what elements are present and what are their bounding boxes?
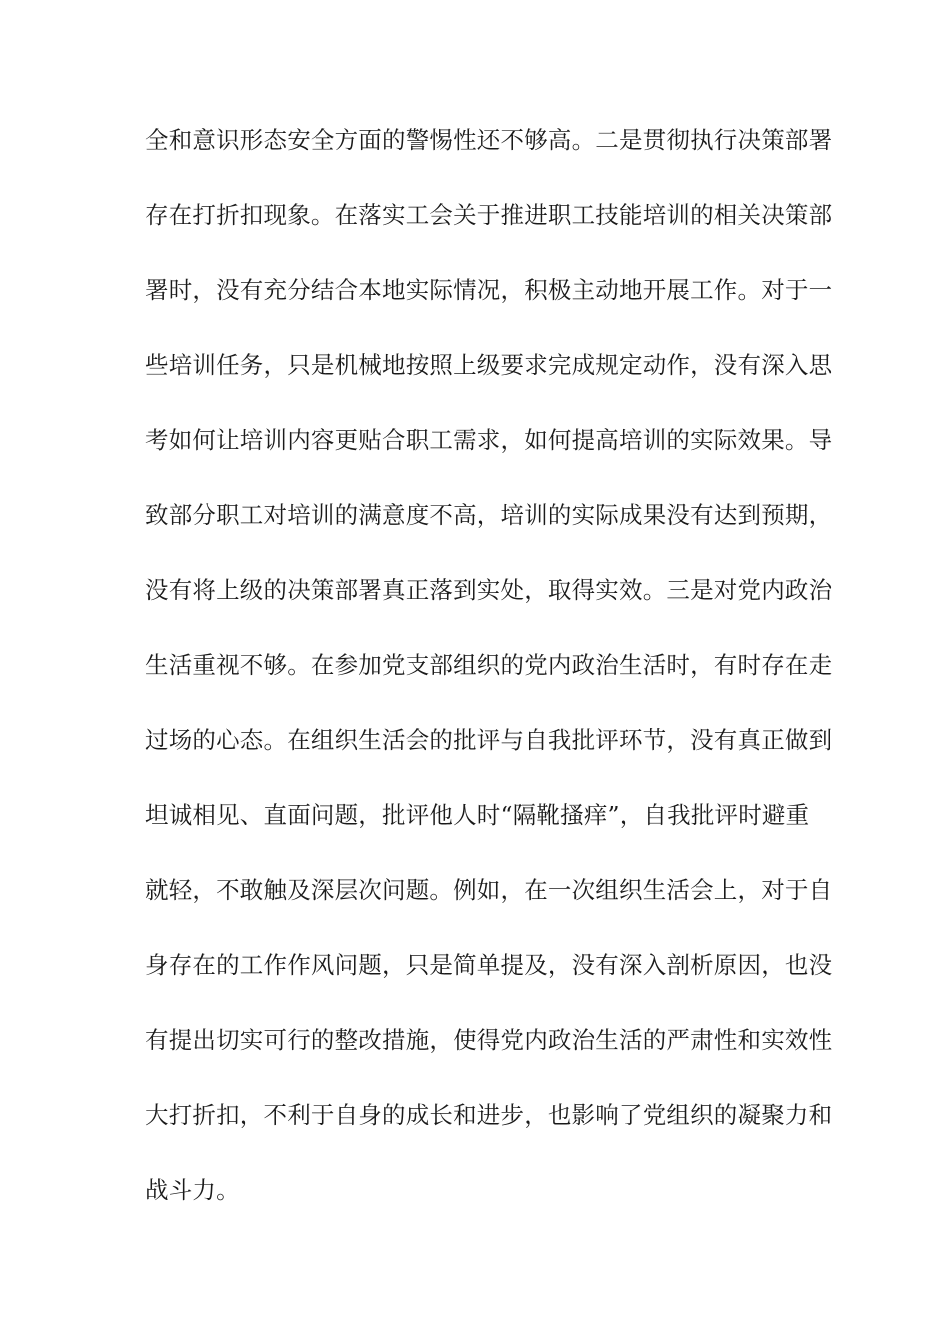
text-line-3: 署时，没有充分结合本地实际情况，积极主动地开展工作。对于一 bbox=[145, 276, 833, 304]
text-line-1: 全和意识形态安全方面的警惕性还不够高。二是贯彻执行决策部署 bbox=[145, 126, 833, 154]
body-paragraph bbox=[145, 116, 833, 1241]
text-line-7: 没有将上级的决策部署真正落到实处，取得实效。三是对党内政治 bbox=[145, 576, 833, 604]
text-line-10: 坦诚相见、直面问题，批评他人时“隔靴搔痒”，自我批评时避重 bbox=[145, 801, 810, 829]
text-line-13: 有提出切实可行的整改措施，使得党内政治生活的严肃性和实效性 bbox=[145, 1026, 833, 1054]
text-line-9: 过场的心态。在组织生活会的批评与自我批评环节，没有真正做到 bbox=[145, 726, 833, 754]
text-line-12: 身存在的工作作风问题，只是简单提及，没有深入剖析原因，也没 bbox=[145, 951, 833, 979]
text-line-11: 就轻，不敢触及深层次问题。例如，在一次组织生活会上，对于自 bbox=[145, 876, 833, 904]
text-line-2: 存在打折扣现象。在落实工会关于推进职工技能培训的相关决策部 bbox=[145, 201, 833, 229]
text-line-6: 致部分职工对培训的满意度不高，培训的实际成果没有达到预期， bbox=[145, 501, 833, 529]
text-line-8: 生活重视不够。在参加党支部组织的党内政治生活时，有时存在走 bbox=[145, 651, 833, 679]
text-line-4: 些培训任务，只是机械地按照上级要求完成规定动作，没有深入思 bbox=[145, 351, 833, 379]
text-line-15: 战斗力。 bbox=[145, 1176, 240, 1204]
text-line-5: 考如何让培训内容更贴合职工需求，如何提高培训的实际效果。导 bbox=[145, 426, 833, 454]
text-line-14: 大打折扣，不利于自身的成长和进步，也影响了党组织的凝聚力和 bbox=[145, 1101, 833, 1129]
